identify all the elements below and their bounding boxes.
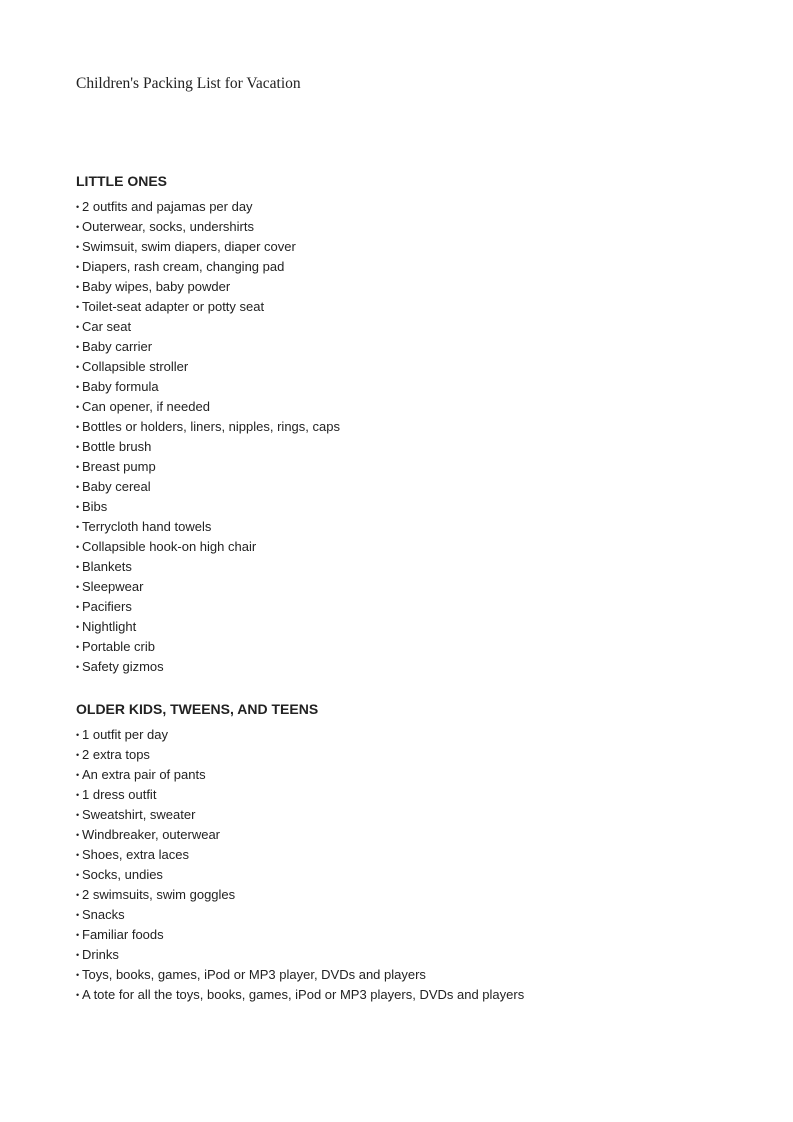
list-item-text: Can opener, if needed <box>82 399 210 414</box>
list-item-text: Socks, undies <box>82 867 163 882</box>
bullet-icon: • <box>76 990 80 1000</box>
section-older-kids <box>76 699 756 1005</box>
list-item <box>76 805 756 825</box>
bullet-icon: • <box>76 930 80 940</box>
list-item <box>76 657 756 677</box>
list-item <box>76 537 756 557</box>
list-item <box>76 357 756 377</box>
list-item <box>76 617 756 637</box>
list-item-text: Portable crib <box>82 639 155 654</box>
bullet-icon: • <box>76 202 80 212</box>
list-item-text: Pacifiers <box>82 599 132 614</box>
little-ones-list <box>76 197 756 677</box>
bullet-icon: • <box>76 790 80 800</box>
list-item <box>76 197 756 217</box>
list-item <box>76 597 756 617</box>
list-item <box>76 577 756 597</box>
list-item <box>76 845 756 865</box>
list-item <box>76 985 756 1005</box>
list-item-text: Baby wipes, baby powder <box>82 279 231 294</box>
bullet-icon: • <box>76 750 80 760</box>
bullet-icon: • <box>76 890 80 900</box>
bullet-icon: • <box>76 562 80 572</box>
list-item <box>76 865 756 885</box>
bullet-icon: • <box>76 502 80 512</box>
bullet-icon: • <box>76 662 80 672</box>
list-item <box>76 457 756 477</box>
list-item <box>76 417 756 437</box>
bullet-icon: • <box>76 342 80 352</box>
list-item-text: A tote for all the toys, books, games, iPod or MP3 players, DVDs and players <box>82 987 525 1002</box>
list-item <box>76 557 756 577</box>
bullet-icon: • <box>76 462 80 472</box>
bullet-icon: • <box>76 970 80 980</box>
list-item <box>76 377 756 397</box>
list-item-text: Familiar foods <box>82 927 164 942</box>
bullet-icon: • <box>76 542 80 552</box>
list-item-text: Snacks <box>82 907 125 922</box>
list-item <box>76 217 756 237</box>
list-item-text: Baby cereal <box>82 479 151 494</box>
list-item <box>76 397 756 417</box>
list-item-text: Drinks <box>82 947 119 962</box>
list-item <box>76 317 756 337</box>
list-item-text: Blankets <box>82 559 132 574</box>
list-item <box>76 905 756 925</box>
list-item-text: 1 dress outfit <box>82 787 157 802</box>
list-item <box>76 517 756 537</box>
list-item-text: Diapers, rash cream, changing pad <box>82 259 285 274</box>
list-item-text: Baby formula <box>82 379 159 394</box>
list-item-text: Nightlight <box>82 619 137 634</box>
list-item-text: Collapsible stroller <box>82 359 189 374</box>
list-item-text: Bottles or holders, liners, nipples, rings, caps <box>82 419 340 434</box>
list-item-text: Swimsuit, swim diapers, diaper cover <box>82 239 296 254</box>
section-little-ones <box>76 171 756 677</box>
list-item-text: 1 outfit per day <box>82 727 168 742</box>
bullet-icon: • <box>76 830 80 840</box>
list-item-text: Bibs <box>82 499 108 514</box>
bullet-icon: • <box>76 582 80 592</box>
bullet-icon: • <box>76 422 80 432</box>
list-item <box>76 437 756 457</box>
list-item <box>76 637 756 657</box>
list-item-text: Baby carrier <box>82 339 153 354</box>
bullet-icon: • <box>76 910 80 920</box>
list-item <box>76 765 756 785</box>
list-item <box>76 945 756 965</box>
list-item <box>76 337 756 357</box>
list-item <box>76 785 756 805</box>
bullet-icon: • <box>76 730 80 740</box>
list-item-text: Car seat <box>82 319 132 334</box>
bullet-icon: • <box>76 950 80 960</box>
list-item <box>76 257 756 277</box>
bullet-icon: • <box>76 522 80 532</box>
bullet-icon: • <box>76 622 80 632</box>
list-item <box>76 497 756 517</box>
bullet-icon: • <box>76 642 80 652</box>
bullet-icon: • <box>76 602 80 612</box>
list-item <box>76 745 756 765</box>
list-item-text: 2 swimsuits, swim goggles <box>82 887 236 902</box>
bullet-icon: • <box>76 262 80 272</box>
list-item-text: Windbreaker, outerwear <box>82 827 221 842</box>
list-item-text: 2 extra tops <box>82 747 150 762</box>
list-item-text: Collapsible hook-on high chair <box>82 539 257 554</box>
bullet-icon: • <box>76 810 80 820</box>
bullet-icon: • <box>76 322 80 332</box>
bullet-icon: • <box>76 282 80 292</box>
list-item <box>76 297 756 317</box>
list-item <box>76 725 756 745</box>
section-heading-little-ones: LITTLE ONES <box>76 173 167 189</box>
list-item-text: Shoes, extra laces <box>82 847 189 862</box>
list-item-text: Breast pump <box>82 459 156 474</box>
list-item <box>76 277 756 297</box>
list-item-text: Terrycloth hand towels <box>82 519 212 534</box>
bullet-icon: • <box>76 770 80 780</box>
list-item <box>76 885 756 905</box>
bullet-icon: • <box>76 442 80 452</box>
list-item <box>76 477 756 497</box>
bullet-icon: • <box>76 482 80 492</box>
list-item-text: Safety gizmos <box>82 659 164 674</box>
list-item-text: Sweatshirt, sweater <box>82 807 196 822</box>
list-item-text: Toilet-seat adapter or potty seat <box>82 299 265 314</box>
bullet-icon: • <box>76 850 80 860</box>
list-item-text: Toys, books, games, iPod or MP3 player, DVDs and players <box>82 967 426 982</box>
list-item-text: Bottle brush <box>82 439 152 454</box>
list-item <box>76 237 756 257</box>
list-item-text: Sleepwear <box>82 579 144 594</box>
page-title: Children's Packing List for Vacation <box>76 75 301 92</box>
list-item-text: An extra pair of pants <box>82 767 206 782</box>
bullet-icon: • <box>76 402 80 412</box>
bullet-icon: • <box>76 382 80 392</box>
list-item <box>76 825 756 845</box>
list-item-text: 2 outfits and pajamas per day <box>82 199 253 214</box>
list-item-text: Outerwear, socks, undershirts <box>82 219 254 234</box>
bullet-icon: • <box>76 362 80 372</box>
older-kids-list <box>76 725 756 1005</box>
list-item <box>76 965 756 985</box>
bullet-icon: • <box>76 302 80 312</box>
bullet-icon: • <box>76 870 80 880</box>
section-heading-older-kids: OLDER KIDS, TWEENS, AND TEENS <box>76 701 319 717</box>
bullet-icon: • <box>76 242 80 252</box>
bullet-icon: • <box>76 222 80 232</box>
list-item <box>76 925 756 945</box>
